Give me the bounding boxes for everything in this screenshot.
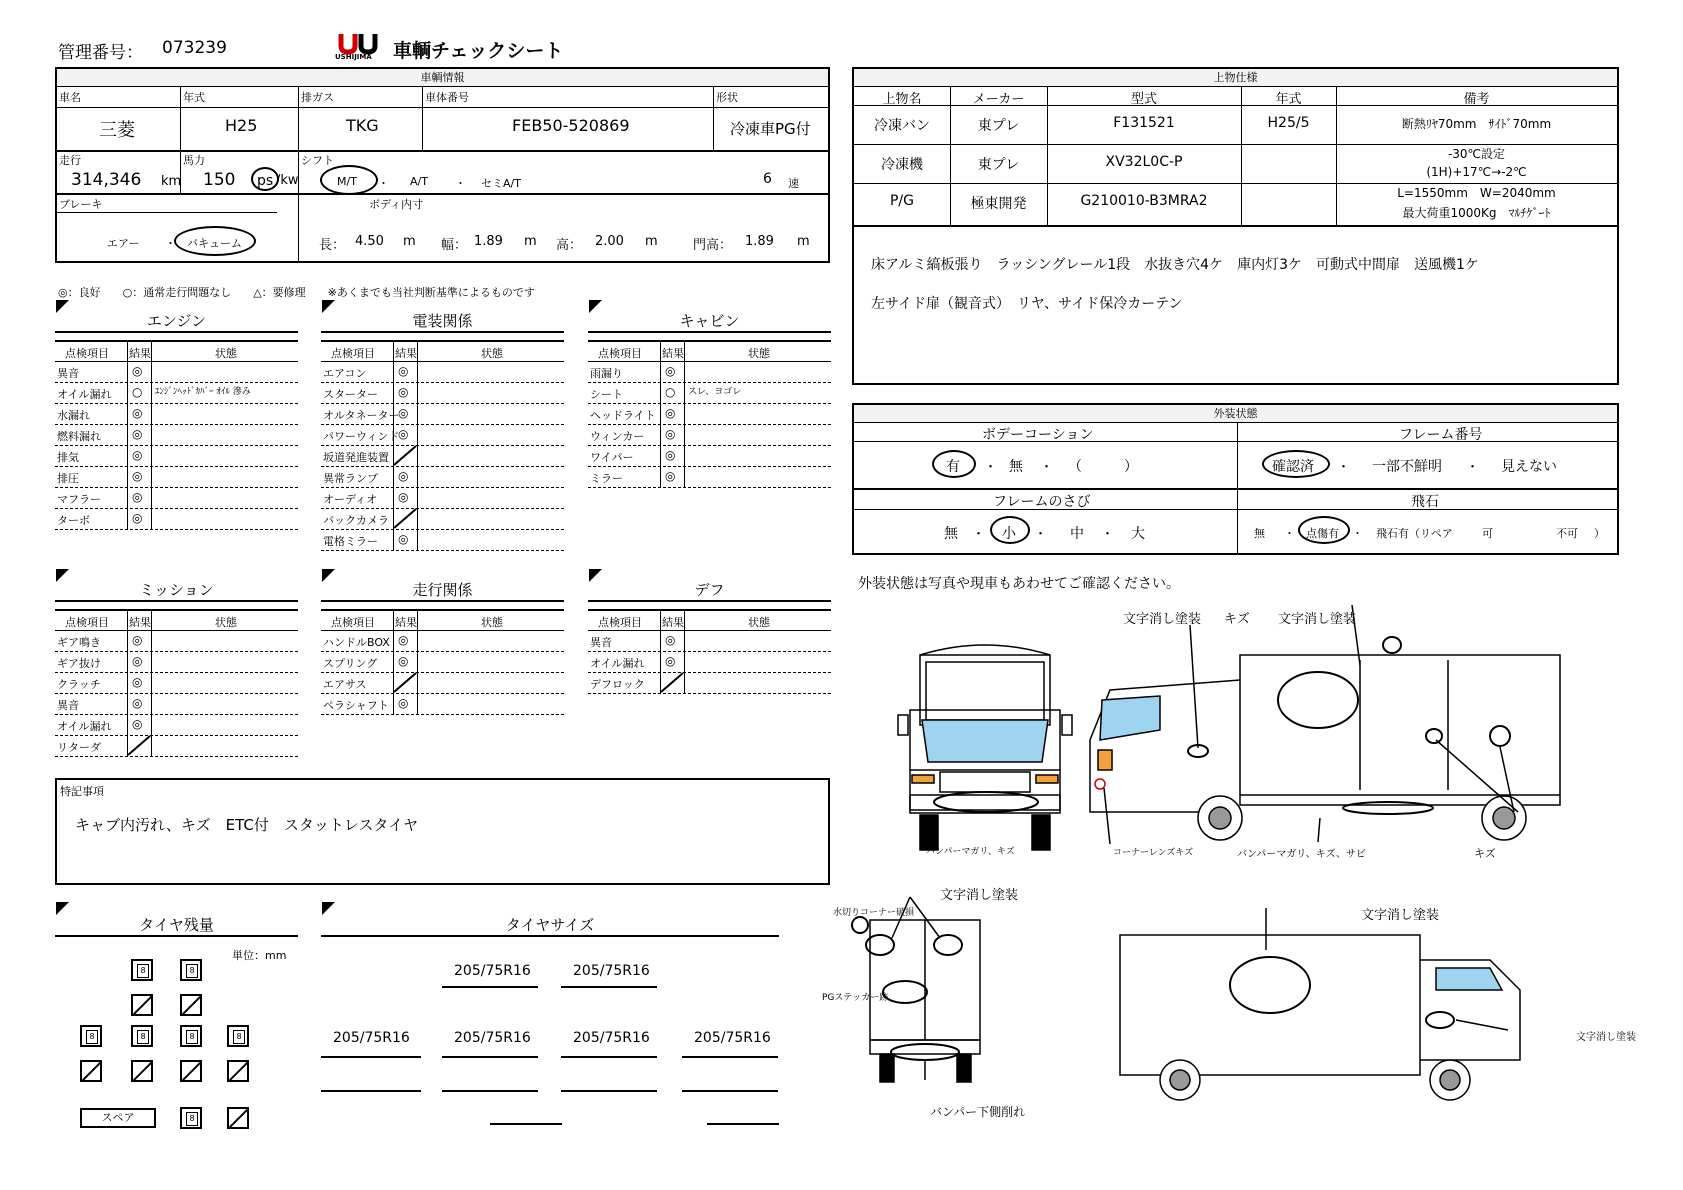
upper-cell: 冷凍機 — [881, 157, 923, 173]
check-note: ｴﾝｼﾞﾝﾍｯﾄﾞｶﾊﾞｰ ｵｲﾙ 滲み — [155, 387, 251, 397]
wid-unit: m — [524, 234, 537, 249]
rust-none: 無 — [944, 526, 958, 542]
check-item: ギア抜け — [57, 657, 101, 670]
not-applicable-slash — [393, 445, 417, 466]
upper-header: 上物名 — [882, 92, 922, 107]
upper-header: メーカー — [972, 92, 1025, 107]
emission-value: TKG — [346, 116, 379, 135]
stone-cannot: 不可 — [1556, 527, 1578, 540]
check-row — [55, 361, 298, 382]
check-result: ◎ — [132, 654, 143, 668]
spare-label-box — [80, 1108, 156, 1128]
tire-rear-na-3 — [227, 1060, 249, 1082]
section-title: エンジン — [146, 312, 207, 330]
upper-spec-title: 上物仕様 — [854, 69, 1617, 87]
check-row — [321, 651, 564, 672]
col-state-header: 状態 — [215, 616, 237, 629]
check-result: ○ — [665, 385, 676, 399]
col-state-header: 状態 — [748, 347, 770, 360]
check-row — [55, 487, 298, 508]
check-item: ハンドルBOX — [323, 636, 390, 649]
upper-header: 型式 — [1130, 92, 1157, 107]
col-item-header: 点検項目 — [598, 616, 642, 629]
check-row — [55, 630, 298, 651]
check-result: ◎ — [665, 406, 676, 420]
check-item: 異音 — [590, 636, 612, 649]
col-item-header: 点検項目 — [331, 347, 375, 360]
tire-depth-value: 8 — [86, 1030, 98, 1044]
check-row — [321, 693, 564, 714]
check-result: ◎ — [132, 448, 143, 462]
truck-side-view — [1090, 605, 1560, 844]
tire-depth-value: 8 — [186, 1112, 198, 1126]
check-row — [321, 361, 564, 382]
power-unit-ps: ps — [257, 173, 274, 189]
anno-pg-sticker: PGステッカー跡 — [822, 993, 889, 1003]
check-result: ◎ — [132, 633, 143, 647]
stone-can: 可 — [1482, 527, 1493, 540]
tire-spare — [180, 1107, 202, 1129]
check-item: エアコン — [323, 367, 367, 380]
truck-other-side-view — [1120, 908, 1520, 1100]
rust-big: 大 — [1131, 526, 1145, 542]
mileage-value: 314,346 — [71, 170, 142, 190]
doc-title: 車輌チェックシート — [393, 40, 564, 62]
tire-front-right — [180, 959, 202, 981]
check-result: ◎ — [665, 364, 676, 378]
upper-cell: 断熱ﾘﾔ70mm ｻｲﾄﾞ70mm — [1401, 117, 1552, 131]
upper-note-row2b: (1H)+17℃→-2℃ — [1426, 165, 1527, 179]
check-result: ◎ — [665, 448, 676, 462]
tire-rear-0 — [80, 1025, 102, 1047]
tire-size-rear: 205/75R16 — [573, 1030, 650, 1046]
mileage-unit: km — [161, 174, 182, 189]
gears-unit: 速 — [788, 177, 799, 190]
col-state-header: 状態 — [748, 616, 770, 629]
truck-front-view — [898, 645, 1072, 850]
check-item: 異常ランプ — [323, 472, 378, 485]
check-row — [55, 382, 298, 403]
check-row — [321, 529, 564, 550]
vehicle-info-box: 車輌情報 車名 年式 排ガス 車体番号 形状 三菱 H25 TKG FEB50-520869 冷凍車PG付 走行 馬力 シフト 314,346 km 150 ps /kw M/T ・ A/T ・ セミA/T 6 速 ブレーキ ボディ内寸 エアー ・ バキューム 長： 4.50 m 幅： 1.89 m 高： 2.00 m 門高： 1.89 m — [55, 67, 830, 263]
col-state-header: 状態 — [481, 616, 503, 629]
anno-moji-side: 文字消し塗装 — [1576, 1032, 1636, 1043]
hgt-unit: m — [645, 234, 658, 249]
check-item: マフラー — [57, 493, 101, 506]
door-value: 1.89 — [745, 234, 774, 249]
stone-title: 飛石 — [1411, 494, 1439, 510]
check-item: 坂道発進装置 — [323, 451, 389, 464]
check-item: スプリング — [323, 657, 378, 670]
section-title: キャビン — [679, 312, 740, 330]
upper-note-row3b: 最大荷重1000Kg ﾏﾙﾁｹﾞｰﾄ — [1402, 206, 1551, 220]
check-row — [321, 382, 564, 403]
check-result: ◎ — [398, 696, 409, 710]
tire-size-front: 205/75R16 — [454, 963, 531, 979]
maker-value: 三菱 — [99, 120, 135, 141]
check-note: スレ、ヨゴレ — [688, 387, 742, 397]
mileage-label: 走行 — [59, 154, 81, 167]
check-row — [321, 508, 564, 529]
tire-rear-na-0 — [80, 1060, 102, 1082]
upper-cell: H25/5 — [1267, 115, 1310, 131]
tire-depth-value: 8 — [233, 1030, 245, 1044]
coat-yes: 有 — [946, 459, 960, 475]
check-row — [588, 403, 831, 424]
check-item: パワーウィンド — [323, 430, 400, 443]
check-result: ◎ — [132, 427, 143, 441]
upper-cell: 東プレ — [977, 157, 1020, 173]
hgt-value: 2.00 — [595, 234, 624, 249]
remarks-text: キャブ内汚れ、キズ ETC付 スタットレスタイヤ — [75, 816, 419, 834]
check-row — [588, 466, 831, 487]
check-item: 排気 — [57, 451, 79, 464]
brake-label: ブレーキ — [59, 198, 103, 211]
check-row — [321, 672, 564, 693]
power-label: 馬力 — [183, 154, 205, 167]
check-result: ◎ — [665, 633, 676, 647]
check-row — [321, 424, 564, 445]
check-item: オーディオ — [323, 493, 378, 506]
coat-title: ボデーコーション — [982, 427, 1094, 443]
truck-diagrams — [800, 590, 1670, 1150]
anno-bumper-front: バンパーマガリ、キズ — [926, 847, 1015, 857]
col-item-header: 点検項目 — [331, 616, 375, 629]
tire-rear-3 — [227, 1025, 249, 1047]
check-item: デフロック — [590, 678, 645, 691]
check-row — [55, 672, 298, 693]
rust-title: フレームのさび — [993, 494, 1091, 510]
check-result: ◎ — [398, 364, 409, 378]
check-item: 異音 — [57, 367, 79, 380]
check-row — [55, 403, 298, 424]
check-item: バックカメラ — [323, 514, 389, 527]
check-result: ○ — [132, 385, 143, 399]
exterior-box: 外装状態 ボデーコーション フレーム番号 有 ・ 無 ・ （ ） 確認済 ・ 一部不鮮明 ・ 見えない フレームのさび 飛石 無 ・ 小 ・ 中 ・ 大 無 ・ 点傷有 ・ 飛石有（リペア 可 不可 ） — [852, 403, 1619, 555]
tire-front-left-na — [131, 994, 153, 1016]
check-result: ◎ — [132, 469, 143, 483]
check-result: ◎ — [398, 490, 409, 504]
tire-size-title: タイヤサイズ — [505, 916, 595, 934]
check-item: ミラー — [590, 472, 623, 485]
shift-at: A/T — [410, 175, 428, 188]
check-item: 排圧 — [57, 472, 79, 485]
tire-rear-2 — [180, 1025, 202, 1047]
upper-cell: F131521 — [1113, 115, 1175, 131]
coat-no: 無 — [1009, 459, 1023, 475]
tire-remain-title: タイヤ残量 — [139, 916, 214, 934]
mgmt-label: 管理番号： — [58, 43, 143, 63]
door-label: 門高： — [693, 238, 733, 253]
stone-close: ） — [1594, 527, 1605, 540]
check-item: オイル漏れ — [590, 657, 645, 670]
gears-value: 6 — [763, 171, 772, 187]
coat-yes-circle — [932, 450, 976, 478]
not-applicable-slash — [660, 672, 684, 693]
check-item: クラッチ — [57, 678, 101, 691]
check-result: ◎ — [132, 717, 143, 731]
anno-bumper-side: バンパーマガリ、キズ、サビ — [1237, 849, 1366, 860]
upper-cell: 冷凍バン — [874, 118, 930, 134]
check-result: ◎ — [665, 427, 676, 441]
section-title: 走行関係 — [412, 581, 473, 599]
check-row — [321, 466, 564, 487]
check-result: ◎ — [665, 654, 676, 668]
upper-spec-box — [852, 67, 1619, 385]
power-unit-kw: /kw — [276, 173, 299, 188]
anno-mizukiri: 水切りコーナー破損 — [833, 908, 915, 918]
result-legend: ◎：良好 ○：通常走行問題なし △：要修理 ※あくまでも当社判断基準によるものです — [58, 286, 535, 299]
check-item: 電格ミラー — [323, 535, 378, 548]
col-result-header: 結果 — [129, 616, 151, 629]
tire-front-right-na — [180, 994, 202, 1016]
check-item: スターター — [323, 388, 378, 401]
upper-header: 年式 — [1275, 92, 1302, 107]
check-item: ウィンカー — [590, 430, 645, 443]
rust-small-circle — [990, 516, 1030, 544]
check-row — [588, 630, 831, 651]
check-result: ◎ — [398, 406, 409, 420]
anno-moji-3: 文字消し塗装 — [940, 888, 1019, 903]
check-item: オイル漏れ — [57, 720, 112, 733]
exterior-title: 外装状態 — [854, 405, 1617, 423]
anno-bumper-under: バンパー下側削れ — [930, 1105, 1026, 1119]
section-title: 電装関係 — [412, 312, 473, 330]
col-result-header: 結果 — [662, 347, 684, 360]
remarks-label: 特記事項 — [60, 785, 104, 798]
check-result: ◎ — [132, 406, 143, 420]
tire-front-left — [131, 959, 153, 981]
stone-trace-circle — [1298, 516, 1350, 544]
col-state-header: 状態 — [481, 347, 503, 360]
check-result: ◎ — [132, 696, 143, 710]
check-result: ◎ — [132, 364, 143, 378]
check-item: 水漏れ — [57, 409, 90, 422]
tire-size-front: 205/75R16 — [573, 963, 650, 979]
tire-spare-na — [227, 1107, 249, 1129]
check-row — [55, 445, 298, 466]
check-row — [588, 672, 831, 693]
coat-paren: （ ） — [1068, 459, 1138, 475]
check-result: ◎ — [398, 385, 409, 399]
upper-header: 備考 — [1463, 92, 1490, 107]
check-row — [321, 403, 564, 424]
check-item: ヘッドライト — [590, 409, 656, 422]
anno-corner-lens: コーナーレンズキズ — [1113, 848, 1194, 858]
col-result-header: 結果 — [395, 347, 417, 360]
door-unit: m — [797, 234, 810, 249]
not-applicable-slash — [393, 508, 417, 529]
tire-rear-1 — [131, 1025, 153, 1047]
shape-value: 冷凍車PG付 — [730, 120, 811, 138]
check-result: ◎ — [398, 427, 409, 441]
check-row — [55, 693, 298, 714]
check-row — [588, 445, 831, 466]
tire-rear-na-1 — [131, 1060, 153, 1082]
frame-none: 見えない — [1501, 459, 1557, 475]
check-row — [321, 630, 564, 651]
check-item: ワイパー — [590, 451, 634, 464]
check-result: ◎ — [665, 469, 676, 483]
anno-kizu-1: キズ — [1224, 612, 1250, 627]
check-item: オイル漏れ — [57, 388, 112, 401]
check-row — [588, 424, 831, 445]
col-result-header: 結果 — [662, 616, 684, 629]
check-item: 異音 — [57, 699, 79, 712]
mgmt-number: 073239 — [162, 38, 227, 58]
exterior-note: 外装状態は写真や現車もあわせてご確認ください。 — [858, 576, 1180, 592]
check-item: ターボ — [57, 514, 90, 527]
check-result: ◎ — [132, 675, 143, 689]
upper-cell: XV32L0C-P — [1105, 154, 1183, 170]
frame-ok: 確認済 — [1272, 459, 1314, 475]
tire-rear-na-2 — [180, 1060, 202, 1082]
stone-none: 無 — [1254, 527, 1265, 540]
shift-semi: セミA/T — [481, 177, 521, 190]
check-result: ◎ — [398, 654, 409, 668]
check-result: ◎ — [132, 490, 143, 504]
check-row — [55, 508, 298, 529]
col-item-header: 点検項目 — [65, 347, 109, 360]
check-result: ◎ — [132, 511, 143, 525]
vehicle-info-title: 車輌情報 — [57, 69, 828, 87]
check-row — [588, 651, 831, 672]
col-state-header: 状態 — [215, 347, 237, 360]
brake-air: エアー — [107, 237, 140, 250]
check-row — [55, 735, 298, 756]
frame-ok-circle — [1262, 450, 1330, 478]
len-unit: m — [403, 234, 416, 249]
logo-subtext: USHIJIMA — [335, 53, 372, 61]
check-result: ◎ — [398, 633, 409, 647]
check-row — [321, 445, 564, 466]
col-item-header: 点検項目 — [598, 347, 642, 360]
anno-kizu-2: キズ — [1474, 847, 1496, 860]
check-item: リターダ — [57, 741, 101, 754]
upper-cell: 極東開発 — [970, 196, 1027, 212]
upper-cell: -30℃設定 — [1447, 147, 1506, 161]
wid-label: 幅： — [441, 238, 468, 253]
anno-moji-2: 文字消し塗装 — [1278, 612, 1357, 627]
upper-equip-line1: 床アルミ縞板張り ラッシングレール1段 水抜き穴4ケ 庫内灯3ケ 可動式中間扉 送風機1ケ — [871, 257, 1479, 273]
stone-yes: 飛石有（リペア — [1376, 527, 1453, 540]
col-result-header: 結果 — [395, 616, 417, 629]
check-item: ペラシャフト — [323, 699, 389, 712]
brake-vacuum-circle — [174, 226, 256, 256]
check-row — [55, 714, 298, 735]
year-label: 年式 — [183, 91, 205, 104]
hgt-label: 高： — [556, 238, 583, 253]
remarks-box — [55, 778, 830, 885]
rust-mid: 中 — [1070, 526, 1084, 542]
shift-label: シフト — [301, 154, 334, 167]
ushijima-logo — [335, 32, 381, 62]
emission-label: 排ガス — [301, 91, 334, 104]
col-item-header: 点検項目 — [65, 616, 109, 629]
power-ps-circle — [251, 167, 279, 191]
chassis-value: FEB50-520869 — [512, 116, 630, 135]
upper-cell: 東プレ — [977, 118, 1020, 134]
body-inner-label: ボディ内寸 — [369, 198, 424, 211]
col-result-header: 結果 — [129, 347, 151, 360]
brake-vacuum: バキューム — [187, 237, 242, 250]
spare-label: スペア — [101, 1111, 135, 1124]
check-item: エアサス — [323, 678, 367, 691]
wid-value: 1.89 — [474, 234, 503, 249]
anno-moji-1: 文字消し塗装 — [1123, 612, 1202, 627]
shape-label: 形状 — [716, 91, 738, 104]
upper-cell: L=1550mm W=2040mm — [1397, 186, 1556, 200]
check-result: ◎ — [398, 532, 409, 546]
year-value: H25 — [225, 116, 258, 135]
stone-trace: 点傷有 — [1306, 527, 1339, 540]
len-value: 4.50 — [355, 234, 384, 249]
anno-moji-4: 文字消し塗装 — [1361, 908, 1440, 923]
check-item: ギア鳴き — [57, 636, 101, 649]
check-row — [588, 382, 831, 403]
check-row — [321, 487, 564, 508]
chassis-label: 車体番号 — [425, 91, 469, 104]
upper-cell: G210010-B3MRA2 — [1080, 193, 1208, 209]
maker-label: 車名 — [59, 91, 81, 104]
frame-no-title: フレーム番号 — [1399, 427, 1483, 443]
tire-depth-value: 8 — [137, 1030, 149, 1044]
not-applicable-slash — [393, 672, 417, 693]
section-title: ミッション — [139, 581, 214, 599]
section-title: デフ — [694, 581, 725, 599]
check-result: ◎ — [398, 469, 409, 483]
check-row — [55, 424, 298, 445]
tire-depth-value: 8 — [186, 1030, 198, 1044]
len-label: 長： — [319, 238, 346, 253]
tire-size-rear: 205/75R16 — [454, 1030, 531, 1046]
check-item: シート — [590, 388, 623, 401]
check-item: 燃料漏れ — [57, 430, 101, 443]
upper-equip-line2: 左サイド扉（観音式） リヤ、サイド保冷カーテン — [871, 296, 1183, 312]
tire-size-rear: 205/75R16 — [694, 1030, 771, 1046]
rust-small: 小 — [1002, 526, 1016, 542]
check-row — [588, 361, 831, 382]
check-row — [55, 651, 298, 672]
frame-unclear: 一部不鮮明 — [1372, 459, 1442, 475]
tire-depth-value: 8 — [186, 964, 198, 978]
power-value: 150 — [203, 170, 236, 190]
check-row — [55, 466, 298, 487]
tire-size-rear: 205/75R16 — [333, 1030, 410, 1046]
shift-mt: M/T — [337, 175, 357, 188]
upper-cell: P/G — [889, 193, 914, 209]
tire-remain-unit: 単位：mm — [232, 949, 287, 962]
shift-mt-circle — [320, 165, 378, 195]
not-applicable-slash — [127, 735, 151, 756]
check-item: オルタネーター — [323, 409, 400, 422]
tire-depth-value: 8 — [137, 964, 149, 978]
check-item: 雨漏り — [590, 367, 623, 380]
